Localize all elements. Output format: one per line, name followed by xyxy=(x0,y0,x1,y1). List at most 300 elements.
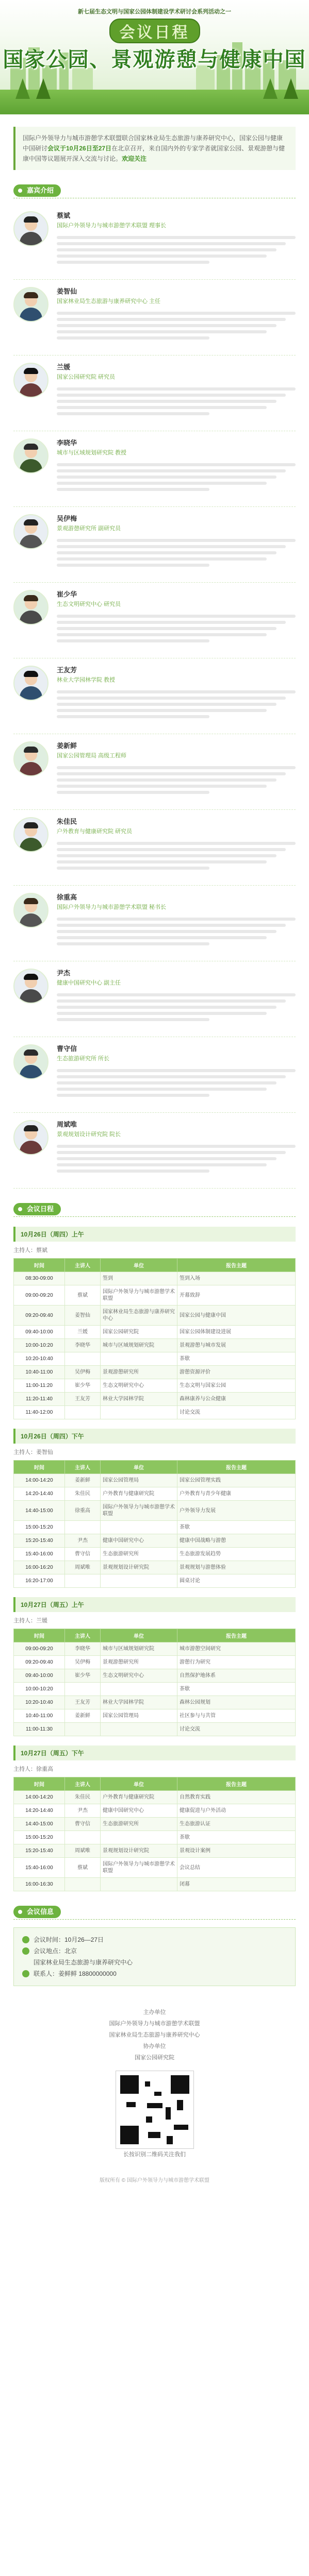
agenda-cell: 14:40-15:00 xyxy=(14,1501,65,1521)
speaker-bio xyxy=(57,990,296,1027)
agenda-cell xyxy=(65,1272,101,1285)
speaker-info xyxy=(57,666,296,724)
agenda-cell: 户外教育与健康研究院 xyxy=(101,1791,177,1804)
clock-icon xyxy=(22,1936,29,1943)
agenda-cell: 讨论交流 xyxy=(177,1406,296,1419)
agenda-cell: 茶歇 xyxy=(177,1831,296,1844)
intro-paragraph xyxy=(13,127,296,170)
agenda-cell: 11:00-11:20 xyxy=(14,1379,65,1393)
agenda-cell: 姜新鲜 xyxy=(65,1709,101,1723)
agenda-row xyxy=(14,1366,296,1379)
agenda-cell: 11:00-11:30 xyxy=(14,1723,65,1736)
speaker-info xyxy=(57,1120,296,1179)
speaker-avatar xyxy=(13,590,48,625)
agenda-cell: 崔少华 xyxy=(65,1379,101,1393)
agenda-cell: 16:20-17:00 xyxy=(14,1574,65,1588)
agenda-cell xyxy=(101,1574,177,1588)
speaker-title: 国家林业局生态旅游与康养研究中心 主任 xyxy=(57,298,161,304)
agenda-cell: 森林康养与公众健康 xyxy=(177,1393,296,1406)
speaker-avatar xyxy=(13,893,48,928)
info-venue-detail: 国家林业局生态旅游与康养研究中心 xyxy=(34,1959,133,1966)
agenda-column-header: 时间 xyxy=(14,1461,65,1474)
agenda-cell: 徐重高 xyxy=(65,1501,101,1521)
banner-label-text: 会议日程 xyxy=(109,19,200,43)
intro-highlight-a: 会议于10月26日至27日 xyxy=(47,145,112,152)
footer xyxy=(0,2007,309,2160)
agenda-cell: 周斌唯 xyxy=(65,1561,101,1574)
speaker-list xyxy=(13,204,296,1189)
agenda-cell: 生态文明与国家公园 xyxy=(177,1379,296,1393)
agenda-day2-pm xyxy=(0,1745,309,1891)
agenda-cell: 朱佳民 xyxy=(65,1487,101,1501)
agenda-column-header: 单位 xyxy=(101,1777,177,1791)
speaker-info xyxy=(57,514,296,573)
agenda-day1-pm xyxy=(0,1429,309,1588)
speaker-info xyxy=(57,1044,296,1103)
speaker-card xyxy=(13,658,296,734)
speaker-card xyxy=(13,583,296,658)
agenda-cell: 景观规划与游憩体验 xyxy=(177,1561,296,1574)
banner-organizer-text: 新七届生态文明与国家公园体制建设学术研讨会系列活动之一 xyxy=(78,9,231,15)
footer-line: 国家林业局生态旅游与康养研究中心 xyxy=(109,2032,200,2038)
speaker-name: 徐重高 xyxy=(57,893,77,901)
info-date: 会议时间：10月26—27日 xyxy=(34,1936,104,1943)
agenda-cell: 15:00-15:20 xyxy=(14,1831,65,1844)
tree-icon xyxy=(263,78,278,99)
agenda-cell: 国家公园体制建设进展 xyxy=(177,1326,296,1339)
speaker-title: 健康中国研究中心 副主任 xyxy=(57,980,121,986)
agenda-host: 主持人：蔡斌 xyxy=(13,1247,47,1253)
section-header-info xyxy=(13,1906,296,1920)
agenda-cell: 生态旅游研究所 xyxy=(101,1818,177,1831)
speaker-name: 尹杰 xyxy=(57,969,71,977)
agenda-row xyxy=(14,1326,296,1339)
speaker-avatar xyxy=(13,666,48,701)
agenda-cell: 圆桌讨论 xyxy=(177,1574,296,1588)
agenda-day-label: 10月27日（周五）上午 xyxy=(13,1597,296,1612)
agenda-cell: 森林公园规划 xyxy=(177,1696,296,1709)
footer-line: 协办单位 xyxy=(143,2043,166,2049)
agenda-column-header: 时间 xyxy=(14,1629,65,1642)
agenda-cell: 国际户外领导力与城市游憩学术联盟 xyxy=(101,1501,177,1521)
agenda-cell: 游憩行为研究 xyxy=(177,1656,296,1669)
info-row-venue xyxy=(22,1945,287,1957)
speaker-bio xyxy=(57,460,296,497)
speaker-bio xyxy=(57,1066,296,1103)
meeting-info-box xyxy=(13,1927,296,1986)
agenda-cell: 城市与区域规划研究院 xyxy=(101,1339,177,1352)
footer-line: 国家公园研究院 xyxy=(135,2055,174,2061)
agenda-column-header: 主讲人 xyxy=(65,1461,101,1474)
speaker-avatar xyxy=(13,211,48,246)
agenda-cell: 李晓华 xyxy=(65,1642,101,1656)
agenda-cell: 09:40-10:00 xyxy=(14,1669,65,1683)
agenda-cell xyxy=(101,1831,177,1844)
agenda-cell: 健康促进与户外活动 xyxy=(177,1804,296,1818)
speaker-bio xyxy=(57,763,296,800)
agenda-row xyxy=(14,1791,296,1804)
speaker-info xyxy=(57,741,296,800)
speaker-card xyxy=(13,355,296,431)
agenda-cell: 10:40-11:00 xyxy=(14,1366,65,1379)
speaker-title: 林业大学园林学院 教授 xyxy=(57,677,116,683)
agenda-cell: 李晓华 xyxy=(65,1339,101,1352)
agenda-cell: 自然保护地体系 xyxy=(177,1669,296,1683)
agenda-cell xyxy=(65,1521,101,1534)
tree-icon xyxy=(284,78,298,99)
speaker-avatar xyxy=(13,438,48,473)
agenda-cell xyxy=(65,1723,101,1736)
agenda-column-header: 主讲人 xyxy=(65,1259,101,1272)
agenda-cell: 生态旅游认证 xyxy=(177,1818,296,1831)
agenda-cell: 健康中国研究中心 xyxy=(101,1534,177,1548)
agenda-cell: 姜智仙 xyxy=(65,1306,101,1326)
agenda-day2-am xyxy=(0,1597,309,1736)
speaker-avatar xyxy=(13,514,48,549)
speaker-avatar xyxy=(13,1120,48,1155)
speaker-card xyxy=(13,961,296,1037)
speaker-bio xyxy=(57,687,296,724)
agenda-cell xyxy=(101,1521,177,1534)
agenda-cell xyxy=(101,1352,177,1366)
agenda-row xyxy=(14,1574,296,1588)
agenda-cell: 09:20-09:40 xyxy=(14,1306,65,1326)
speaker-title: 景观游憩研究所 副研究员 xyxy=(57,526,121,532)
agenda-row xyxy=(14,1285,296,1306)
agenda-day1-am xyxy=(0,1227,309,1419)
speaker-title: 景观规划设计研究院 院长 xyxy=(57,1131,121,1138)
agenda-row xyxy=(14,1642,296,1656)
speaker-name: 姜新鲜 xyxy=(57,742,77,750)
agenda-cell: 15:20-15:40 xyxy=(14,1844,65,1858)
agenda-cell: 16:00-16:20 xyxy=(14,1561,65,1574)
speaker-bio xyxy=(57,612,296,649)
info-venue: 会议地点：北京 xyxy=(34,1947,77,1955)
agenda-row xyxy=(14,1844,296,1858)
agenda-column-header: 单位 xyxy=(101,1259,177,1272)
intro-highlight-b: 欢迎关注 xyxy=(122,155,147,162)
agenda-cell: 周斌唯 xyxy=(65,1844,101,1858)
agenda-cell xyxy=(65,1878,101,1891)
agenda-row xyxy=(14,1696,296,1709)
location-icon xyxy=(22,1947,29,1955)
speaker-card xyxy=(13,734,296,810)
speaker-card xyxy=(13,1037,296,1113)
agenda-cell: 14:00-14:20 xyxy=(14,1474,65,1487)
speaker-title: 国际户外领导力与城市游憩学术联盟 秘书长 xyxy=(57,904,167,910)
speaker-title: 国家公园管理局 高级工程师 xyxy=(57,753,127,759)
agenda-cell xyxy=(101,1683,177,1696)
speaker-name: 李晓华 xyxy=(57,439,77,447)
agenda-row xyxy=(14,1272,296,1285)
agenda-row xyxy=(14,1818,296,1831)
divider xyxy=(13,1919,296,1920)
agenda-day-label: 10月27日（周五）下午 xyxy=(13,1745,296,1760)
agenda-cell: 户外领导力发展 xyxy=(177,1501,296,1521)
speaker-avatar xyxy=(13,287,48,322)
agenda-row xyxy=(14,1501,296,1521)
agenda-row xyxy=(14,1521,296,1534)
banner-label xyxy=(0,19,309,43)
intro-text-b: 在北京召开，来自国内外的专家学者就国家公园、景观游憩与健康中国等议题展开深入交流与讨论。 xyxy=(23,145,285,162)
agenda-column-header: 报告主题 xyxy=(177,1259,296,1272)
agenda-cell: 生态文明研究中心 xyxy=(101,1379,177,1393)
agenda-header-row xyxy=(14,1259,296,1272)
agenda-cell: 签到 xyxy=(101,1272,177,1285)
agenda-row xyxy=(14,1683,296,1696)
info-row-venue-detail xyxy=(22,1957,287,1968)
speaker-card xyxy=(13,280,296,355)
agenda-table xyxy=(13,1629,296,1736)
agenda-cell: 姜新鲜 xyxy=(65,1474,101,1487)
speaker-info xyxy=(57,287,296,346)
agenda-row xyxy=(14,1487,296,1501)
speaker-card xyxy=(13,886,296,961)
agenda-cell: 吴伊梅 xyxy=(65,1656,101,1669)
agenda-row xyxy=(14,1723,296,1736)
agenda-cell: 国家公园管理局 xyxy=(101,1709,177,1723)
agenda-cell: 闭幕 xyxy=(177,1878,296,1891)
section-title: 会议信息 xyxy=(13,1906,61,1918)
agenda-cell: 社区参与与共管 xyxy=(177,1709,296,1723)
agenda-cell: 游憩资源评价 xyxy=(177,1366,296,1379)
agenda-cell: 15:40-16:00 xyxy=(14,1548,65,1561)
speaker-name: 曹守信 xyxy=(57,1045,77,1053)
copyright: 版权所有 © 国际户外领导力与城市游憩学术联盟 xyxy=(100,2178,209,2183)
agenda-row xyxy=(14,1339,296,1352)
agenda-cell: 王友芳 xyxy=(65,1393,101,1406)
speaker-bio xyxy=(57,233,296,270)
speaker-avatar xyxy=(13,363,48,398)
qr-code[interactable] xyxy=(116,2071,194,2149)
agenda-column-header: 单位 xyxy=(101,1629,177,1642)
agenda-row xyxy=(14,1709,296,1723)
agenda-row xyxy=(14,1804,296,1818)
agenda-cell: 城市与区域规划研究院 xyxy=(101,1642,177,1656)
agenda-cell: 国家林业局生态旅游与康养研究中心 xyxy=(101,1306,177,1326)
agenda-cell: 14:40-15:00 xyxy=(14,1818,65,1831)
agenda-cell: 国家公园与健康中国 xyxy=(177,1306,296,1326)
agenda-cell: 10:00-10:20 xyxy=(14,1683,65,1696)
agenda-cell: 15:00-15:20 xyxy=(14,1521,65,1534)
agenda-cell: 生态文明研究中心 xyxy=(101,1669,177,1683)
speaker-card xyxy=(13,810,296,886)
qr-caption: 长按识别二维码关注我们 xyxy=(123,2151,186,2158)
agenda-cell: 09:40-10:00 xyxy=(14,1326,65,1339)
agenda-cell xyxy=(65,1683,101,1696)
agenda-column-header: 主讲人 xyxy=(65,1777,101,1791)
agenda-cell: 王友芳 xyxy=(65,1696,101,1709)
spacer-icon xyxy=(22,1959,29,1966)
agenda-cell: 朱佳民 xyxy=(65,1791,101,1804)
agenda-table xyxy=(13,1777,296,1891)
agenda-cell: 茶歇 xyxy=(177,1521,296,1534)
agenda-cell: 国家公园研究院 xyxy=(101,1326,177,1339)
speaker-name: 吴伊梅 xyxy=(57,515,77,522)
info-contact: 联系人：姜鲜鲜 18800000000 xyxy=(34,1970,117,1977)
agenda-row xyxy=(14,1878,296,1891)
agenda-cell: 景观游憩研究所 xyxy=(101,1366,177,1379)
speaker-name: 姜智仙 xyxy=(57,287,77,295)
speaker-card xyxy=(13,1113,296,1189)
info-row-contact xyxy=(22,1968,287,1979)
speaker-title: 国家公园研究院 研究员 xyxy=(57,374,116,380)
agenda-cell: 尹杰 xyxy=(65,1804,101,1818)
agenda-row xyxy=(14,1669,296,1683)
speaker-bio xyxy=(57,384,296,421)
agenda-column-header: 时间 xyxy=(14,1259,65,1272)
speaker-info xyxy=(57,893,296,952)
agenda-cell: 15:40-16:00 xyxy=(14,1858,65,1878)
agenda-cell: 开幕致辞 xyxy=(177,1285,296,1306)
agenda-column-header: 主讲人 xyxy=(65,1629,101,1642)
agenda-cell: 国际户外领导力与城市游憩学术联盟 xyxy=(101,1285,177,1306)
header-banner xyxy=(0,0,309,114)
agenda-cell: 健康中国战略与游憩 xyxy=(177,1534,296,1548)
agenda-cell: 讨论交流 xyxy=(177,1723,296,1736)
agenda-cell: 崔少华 xyxy=(65,1669,101,1683)
agenda-cell: 茶歇 xyxy=(177,1352,296,1366)
banner-title: 国家公园、景观游憩与健康中国 xyxy=(3,48,306,71)
speaker-card xyxy=(13,507,296,583)
agenda-row xyxy=(14,1406,296,1419)
footer-line: 国际户外领导力与城市游憩学术联盟 xyxy=(109,2021,200,2027)
speaker-bio xyxy=(57,309,296,346)
section-header-speakers xyxy=(13,184,296,199)
speaker-avatar xyxy=(13,741,48,776)
agenda-cell: 曹守信 xyxy=(65,1818,101,1831)
agenda-header-row xyxy=(14,1629,296,1642)
intro-text-a: 国际户外领导力与城市游憩学术联盟联合国家林业局生态旅游与康养研究中心，国家公园与健康中国研讨 xyxy=(23,134,283,152)
agenda-cell: 09:00-09:20 xyxy=(14,1285,65,1306)
agenda-header-row xyxy=(14,1777,296,1791)
agenda-cell: 景观规划设计研究院 xyxy=(101,1561,177,1574)
agenda-table xyxy=(13,1460,296,1588)
speaker-card xyxy=(13,431,296,507)
agenda-cell: 16:00-16:30 xyxy=(14,1878,65,1891)
agenda-cell: 景观游憩研究所 xyxy=(101,1656,177,1669)
speaker-name: 兰媛 xyxy=(57,363,71,371)
speaker-avatar xyxy=(13,817,48,852)
agenda-cell: 林业大学园林学院 xyxy=(101,1393,177,1406)
agenda-row xyxy=(14,1306,296,1326)
agenda-cell: 健康中国研究中心 xyxy=(101,1804,177,1818)
agenda-cell xyxy=(65,1574,101,1588)
agenda-row xyxy=(14,1474,296,1487)
agenda-row xyxy=(14,1393,296,1406)
agenda-cell: 户外教育与健康研究院 xyxy=(101,1487,177,1501)
phone-icon xyxy=(22,1970,29,1977)
agenda-row xyxy=(14,1858,296,1878)
agenda-cell: 自然教育实践 xyxy=(177,1791,296,1804)
section-title: 会议日程 xyxy=(13,1203,61,1215)
speaker-info xyxy=(57,590,296,649)
agenda-cell: 生态旅游研究所 xyxy=(101,1548,177,1561)
agenda-cell: 蔡斌 xyxy=(65,1285,101,1306)
agenda-cell: 蔡斌 xyxy=(65,1858,101,1878)
agenda-row xyxy=(14,1561,296,1574)
agenda-header-row xyxy=(14,1461,296,1474)
agenda-cell: 签到入场 xyxy=(177,1272,296,1285)
agenda-cell: 09:20-09:40 xyxy=(14,1656,65,1669)
agenda-cell: 城市游憩空间研究 xyxy=(177,1642,296,1656)
speaker-name: 朱佳民 xyxy=(57,818,77,825)
divider xyxy=(13,1216,296,1217)
agenda-cell: 林业大学园林学院 xyxy=(101,1696,177,1709)
agenda-row xyxy=(14,1548,296,1561)
agenda-day-label: 10月26日（周四）下午 xyxy=(13,1429,296,1444)
speaker-info xyxy=(57,363,296,421)
agenda-row xyxy=(14,1656,296,1669)
agenda-cell: 吴伊梅 xyxy=(65,1366,101,1379)
tree-icon xyxy=(15,78,30,99)
agenda-cell xyxy=(65,1406,101,1419)
speaker-info xyxy=(57,438,296,497)
agenda-column-header: 报告主题 xyxy=(177,1629,296,1642)
speaker-bio xyxy=(57,914,296,952)
speaker-title: 生态文明研究中心 研究员 xyxy=(57,601,121,607)
agenda-cell: 尹杰 xyxy=(65,1534,101,1548)
section-title: 嘉宾介绍 xyxy=(13,184,61,197)
agenda-cell xyxy=(101,1723,177,1736)
agenda-cell: 景观规划设计研究院 xyxy=(101,1844,177,1858)
agenda-cell: 11:20-11:40 xyxy=(14,1393,65,1406)
speaker-title: 生态旅游研究所 所长 xyxy=(57,1056,110,1062)
agenda-cell: 10:20-10:40 xyxy=(14,1696,65,1709)
speaker-info xyxy=(57,969,296,1027)
agenda-cell: 11:40-12:00 xyxy=(14,1406,65,1419)
agenda-cell: 14:00-14:20 xyxy=(14,1791,65,1804)
agenda-host: 主持人：徐重高 xyxy=(13,1766,53,1772)
agenda-row xyxy=(14,1352,296,1366)
speaker-card xyxy=(13,204,296,280)
agenda-cell xyxy=(65,1352,101,1366)
agenda-cell: 14:20-14:40 xyxy=(14,1487,65,1501)
agenda-cell: 兰媛 xyxy=(65,1326,101,1339)
agenda-column-header: 报告主题 xyxy=(177,1461,296,1474)
section-header-agenda xyxy=(13,1203,296,1217)
agenda-cell: 08:30-09:00 xyxy=(14,1272,65,1285)
agenda-cell: 曹守信 xyxy=(65,1548,101,1561)
agenda-table xyxy=(13,1258,296,1419)
speaker-name: 蔡斌 xyxy=(57,212,71,219)
speaker-title: 城市与区域规划研究院 教授 xyxy=(57,450,127,456)
agenda-cell: 户外教育与青少年健康 xyxy=(177,1487,296,1501)
agenda-cell: 茶歇 xyxy=(177,1683,296,1696)
agenda-row xyxy=(14,1534,296,1548)
speaker-bio xyxy=(57,839,296,876)
agenda-cell xyxy=(101,1878,177,1891)
speaker-avatar xyxy=(13,969,48,1004)
agenda-row xyxy=(14,1831,296,1844)
agenda-cell: 景观设计案例 xyxy=(177,1844,296,1858)
speaker-title: 国际户外领导力与城市游憩学术联盟 理事长 xyxy=(57,223,167,229)
footer-line: 主办单位 xyxy=(143,2009,166,2015)
speaker-bio xyxy=(57,536,296,573)
agenda-cell: 会议总结 xyxy=(177,1858,296,1878)
speaker-info xyxy=(57,211,296,270)
agenda-cell xyxy=(101,1406,177,1419)
agenda-cell: 09:00-09:20 xyxy=(14,1642,65,1656)
agenda-row xyxy=(14,1379,296,1393)
agenda-cell: 景观游憩与城市发展 xyxy=(177,1339,296,1352)
speaker-name: 周斌唯 xyxy=(57,1121,77,1128)
agenda-cell xyxy=(65,1831,101,1844)
agenda-column-header: 单位 xyxy=(101,1461,177,1474)
agenda-cell: 10:40-11:00 xyxy=(14,1709,65,1723)
tree-icon xyxy=(36,78,51,99)
speaker-info xyxy=(57,817,296,876)
